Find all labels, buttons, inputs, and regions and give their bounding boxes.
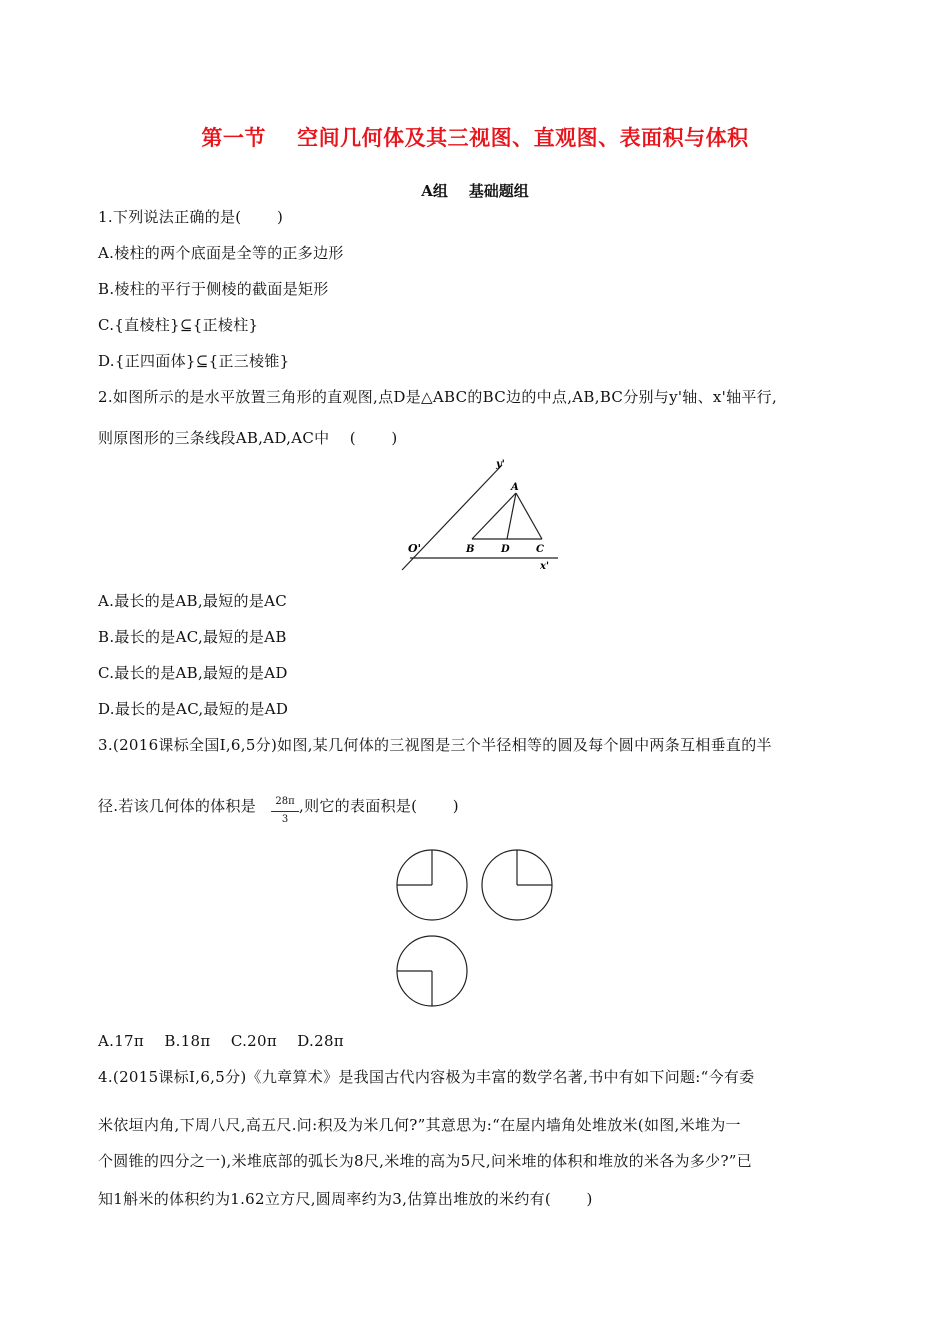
q3-stem-line1: 3.(2016课标全国Ⅰ,6,5分)如图,某几何体的三视图是三个半径相等的圆及每个圆中两条互相垂直的半: [98, 736, 772, 754]
q4-line1: 4.(2015课标Ⅰ,6,5分)《九章算术》是我国古代内容极为丰富的数学名著,书中有如下问题:“今有委: [98, 1068, 755, 1086]
label-a: A: [511, 482, 519, 493]
q4-line2: 米依垣内角,下周八尺,高五尺.问:积及为米几何?”其意思为:“在屋内墙角处堆放米(如图,米堆为一: [98, 1116, 741, 1134]
q2-stem-line2: 则原图形的三条线段AB,AD,AC中 ( ): [98, 429, 398, 447]
q1-option-a: A.棱柱的两个底面是全等的正多边形: [98, 244, 344, 262]
label-o: O': [408, 542, 421, 555]
label-y: y': [496, 459, 505, 470]
label-c: C: [536, 544, 544, 555]
q3-fraction-numerator: 28π: [275, 796, 295, 807]
section-title: 第一节 空间几何体及其三视图、直观图、表面积与体积: [201, 125, 749, 150]
segment-ac: [516, 493, 542, 539]
label-b: B: [466, 544, 475, 555]
q3-three-view-figure: [392, 845, 562, 1015]
q1-option-b: B.棱柱的平行于侧棱的截面是矩形: [98, 280, 329, 298]
q2-option-b: B.最长的是AC,最短的是AB: [98, 628, 287, 646]
q2-option-c: C.最长的是AB,最短的是AD: [98, 664, 288, 682]
q3-options: A.17π B.18π C.20π D.28π: [98, 1032, 344, 1050]
q2-option-d: D.最长的是AC,最短的是AD: [98, 700, 289, 718]
group-heading: A组 基础题组: [421, 182, 529, 200]
label-d: D: [501, 544, 510, 555]
q2-stem-line1: 2.如图所示的是水平放置三角形的直观图,点D是△ABC的BC边的中点,AB,BC分别与y'轴、x'轴平行,: [98, 388, 778, 406]
q3-stem-line2-after: ,则它的表面积是( ): [299, 797, 459, 815]
q2-option-a: A.最长的是AB,最短的是AC: [98, 592, 288, 610]
q1-stem: 1.下列说法正确的是( ): [98, 208, 284, 226]
segment-ab: [472, 493, 516, 539]
q1-option-c: C.{直棱柱}⊆{正棱柱}: [98, 316, 259, 334]
q3-stem-line2-before: 径.若该几何体的体积是: [98, 797, 257, 815]
q2-figure-triangle: [390, 455, 570, 580]
q4-line3: 个圆锥的四分之一),米堆底部的弧长为8尺,米堆的高为5尺,问米堆的体积和堆放的米各为多少?”已: [98, 1152, 753, 1170]
segment-ad: [507, 493, 516, 539]
q3-fraction-denominator: 3: [281, 814, 289, 825]
q4-line4: 知1斛米的体积约为1.62立方尺,圆周率约为3,估算出堆放的米约有( ): [98, 1190, 593, 1208]
q3-fraction-bar: [271, 811, 299, 812]
q1-option-d: D.{正四面体}⊆{正三棱锥}: [98, 352, 290, 370]
label-x: x': [540, 561, 550, 572]
